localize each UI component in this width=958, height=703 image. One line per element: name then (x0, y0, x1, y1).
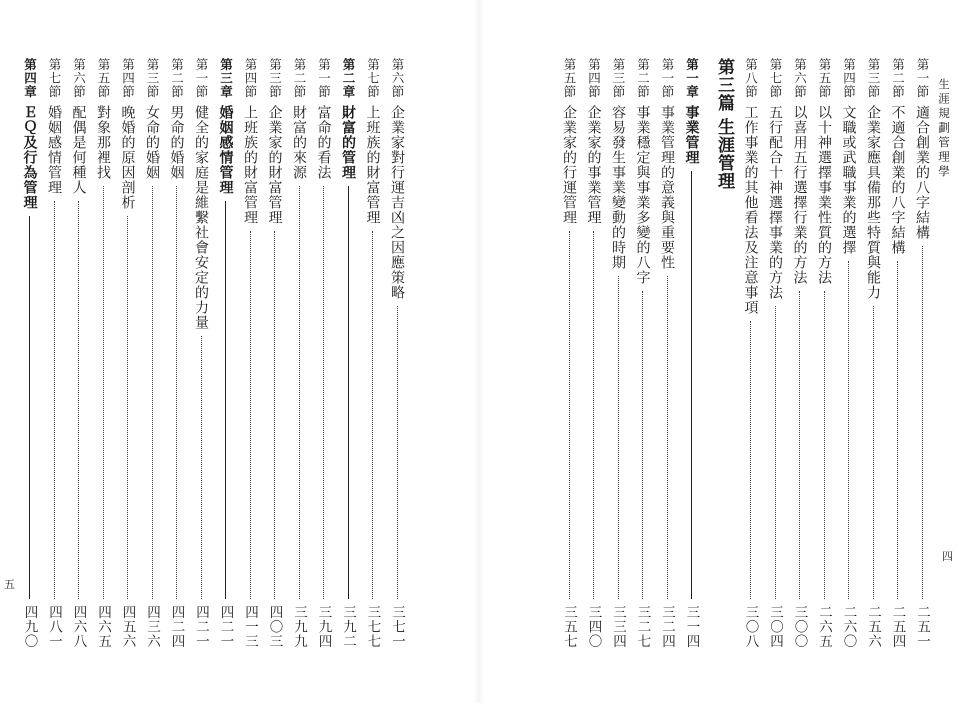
toc-entry-title: 富命的看法 (315, 104, 332, 180)
toc-entry-title: 婚姻感情管理 (217, 104, 234, 195)
toc-entry-title: 女命的婚姻 (144, 104, 160, 180)
toc-entry-title: 企業家的行運管理 (561, 104, 577, 225)
toc-leader (250, 231, 251, 599)
toc-page-number: 二五四 (889, 604, 906, 648)
toc-entry-title: 容易發生事業變動的時期 (610, 104, 626, 270)
toc-page-number: 二五一 (914, 604, 930, 648)
toc-entry-label: 第八節 (743, 58, 759, 99)
toc-entry-label: 第三節 (866, 58, 881, 99)
page-number-right: 四 (942, 550, 953, 563)
toc-leader (667, 276, 668, 599)
toc-entry-title: 配偶是何種人 (70, 104, 87, 195)
toc-entry-label: 第三章 (218, 58, 234, 99)
toc-leader (201, 336, 202, 599)
toc-entry-label: 第二節 (890, 58, 906, 99)
toc-page-number: 三〇四 (767, 604, 783, 648)
toc-entry-section (632, 58, 654, 648)
toc-entry-part (711, 58, 737, 648)
toc-page-number: 四二四 (168, 604, 185, 648)
toc-entry-label: 第一章 (684, 58, 700, 99)
toc-entry-title: 對象那裡找 (95, 104, 111, 180)
toc-page-number: 三五七 (561, 604, 577, 648)
toc-entry-section (117, 58, 139, 648)
toc-page-number: 四五六 (119, 604, 136, 648)
toc-page-number: 三二七 (634, 604, 651, 648)
book-gutter (474, 0, 484, 703)
toc-entry-title: 健全的家庭是維繫社會安定的力量 (193, 104, 209, 330)
toc-page-number: 四六八 (70, 604, 87, 648)
toc-entry-title: 事業穩定與事業多變的八字 (634, 104, 651, 285)
toc-entry-label: 第三篇 (714, 58, 734, 112)
toc-page-number: 二五六 (865, 604, 881, 648)
toc-entry-label: 第五節 (96, 58, 111, 99)
toc-entry-label: 第六節 (71, 58, 87, 99)
toc-entry-title: 男命的婚姻 (168, 104, 185, 180)
toc-leader (799, 291, 800, 599)
toc-leader (569, 231, 570, 599)
toc-entry-label: 第三節 (145, 58, 160, 99)
toc-entry-label: 第二節 (635, 58, 651, 99)
toc-entry-label: 第一節 (915, 58, 930, 99)
toc-entry-section (656, 58, 678, 648)
toc-entry-title: 企業家的財富管理 (266, 104, 283, 225)
toc-entry-chapter (215, 58, 237, 648)
toc-entry-chapter (337, 58, 359, 648)
toc-entry-section (583, 58, 605, 648)
toc-entry-title: 五行配合十神選擇事業的方法 (767, 104, 783, 300)
toc-entry-title: 企業家對行運吉凶之因應策略 (389, 104, 405, 300)
toc-entry-label: 第四節 (841, 58, 857, 99)
running-head: 生涯規劃管理學 (937, 78, 951, 180)
toc-entry-section (386, 58, 408, 648)
toc-entry-label: 第四節 (243, 58, 258, 99)
toc-entry-label: 第一節 (660, 58, 675, 99)
toc-leader (397, 306, 398, 599)
toc-leader (176, 186, 177, 599)
toc-page-number: 二六五 (816, 604, 832, 648)
toc-entry-label: 第一節 (194, 58, 209, 99)
toc-page-number: 四六五 (95, 604, 111, 648)
toc-page-number: 四九〇 (21, 604, 38, 648)
toc-page-number: 三一四 (683, 604, 700, 648)
toc-entry-title: 適合創業的八字結構 (914, 104, 930, 240)
toc-entry-title: 財富的來源 (291, 104, 307, 180)
toc-entry-label: 第七節 (365, 58, 381, 99)
toc-entry-section (166, 58, 188, 648)
toc-entry-section (838, 58, 860, 648)
toc-leader (323, 186, 324, 599)
toc-leader (618, 276, 619, 599)
toc-page-number: 三二四 (659, 604, 675, 648)
toc-entry-label: 第六節 (792, 58, 808, 99)
toc-entry-title: 工作事業的其他看法及注意事項 (742, 104, 759, 315)
toc-entry-title: 文職或武職事業的選擇 (840, 104, 857, 255)
toc-entry-section (43, 58, 65, 648)
toc-entry-title: 上班族的財富管理 (364, 104, 381, 225)
toc-entry-title: 生涯管理 (714, 118, 734, 190)
toc-entry-section (313, 58, 335, 648)
toc-leader (54, 201, 55, 599)
toc-entry-section (141, 58, 163, 648)
toc-leader (775, 306, 776, 599)
toc-entry-section (558, 58, 580, 648)
toc-entry-title: 不適合創業的八字結構 (889, 104, 906, 255)
toc-entry-label: 第二節 (169, 58, 185, 99)
toc-page-number: 四二一 (193, 604, 209, 648)
toc-leader (29, 216, 30, 599)
toc-leader (274, 231, 275, 599)
toc-entry-label: 第四節 (120, 58, 136, 99)
toc-leader (78, 201, 79, 599)
toc-entry-section (911, 58, 933, 648)
toc-page-number: 四二一 (217, 604, 234, 648)
toc-leader (127, 216, 128, 599)
toc-entry-chapter (19, 58, 41, 648)
toc-entry-title: ＥＱ及行為管理 (21, 104, 38, 210)
toc-entry-title: 事業管理 (683, 104, 700, 165)
toc-leader (691, 171, 692, 599)
toc-entry-section (789, 58, 811, 648)
toc-entry-label: 第四章 (22, 58, 38, 99)
toc-entry-label: 第二章 (341, 58, 356, 99)
toc-entry-title: 企業家應具備那些特質與能力 (865, 104, 881, 300)
toc-entry-section (362, 58, 384, 648)
toc-entry-label: 第四節 (586, 58, 602, 99)
toc-leader (642, 291, 643, 599)
toc-entry-label: 第三節 (267, 58, 283, 99)
toc-page-number: 三三四 (610, 604, 626, 648)
toc-page-number: 三七一 (389, 604, 405, 648)
right-page (479, 0, 958, 703)
toc-entry-title: 事業管理的意義與重要性 (659, 104, 675, 270)
toc-entry-section (92, 58, 114, 648)
toc-page-number: 三九九 (291, 604, 307, 648)
toc-page-number: 三四〇 (585, 604, 602, 648)
toc-entry-label: 第三節 (611, 58, 626, 99)
toc-entry-label: 第一節 (316, 58, 332, 99)
toc-entry-chapter (681, 58, 703, 648)
toc-entry-section (239, 58, 261, 648)
toc-entry-section (887, 58, 909, 648)
toc-entry-section (862, 58, 884, 648)
toc-entry-title: 以喜用五行選擇行業的方法 (791, 104, 808, 285)
toc-entry-section (764, 58, 786, 648)
toc-leader (152, 186, 153, 599)
toc-entry-title: 以十神選擇事業性質的方法 (816, 104, 832, 285)
toc-page-number: 三〇八 (742, 604, 759, 648)
toc-leader (225, 201, 226, 599)
toc-leader (750, 321, 751, 599)
toc-entry-section (264, 58, 286, 648)
toc-entry-section (813, 58, 835, 648)
toc-leader (848, 261, 849, 599)
toc-entry-section (68, 58, 90, 648)
toc-page-number: 三九二 (340, 604, 356, 648)
toc-page-number: 四〇三 (266, 604, 283, 648)
toc-page-number: 四三六 (144, 604, 160, 648)
toc-entry-title: 企業家的事業管理 (585, 104, 602, 225)
toc-entry-title: 上班族的財富管理 (242, 104, 258, 225)
toc-page-number: 三〇〇 (791, 604, 808, 648)
toc-page-number: 三七七 (364, 604, 381, 648)
toc-entry-label: 第二節 (292, 58, 307, 99)
toc-leader (103, 186, 104, 599)
toc-leader (873, 306, 874, 599)
toc-entry-title: 婚姻感情管理 (46, 104, 62, 195)
toc-entry-title: 財富的管理 (340, 104, 356, 180)
toc-entry-section (190, 58, 212, 648)
toc-entry-label: 第六節 (390, 58, 405, 99)
toc-entry-label: 第七節 (768, 58, 783, 99)
toc-entry-label: 第五節 (817, 58, 832, 99)
toc-entry-section (288, 58, 310, 648)
toc-entry-label: 第七節 (47, 58, 62, 99)
page-number-left: 五 (4, 578, 15, 591)
toc-page-number: 三九四 (315, 604, 332, 648)
toc-page-number: 四八一 (46, 604, 62, 648)
toc-leader (897, 261, 898, 599)
toc-entry-section (607, 58, 629, 648)
toc-entry-section (740, 58, 762, 648)
toc-page-number: 四一三 (242, 604, 258, 648)
toc-entry-label: 第五節 (562, 58, 577, 99)
toc-leader (372, 231, 373, 599)
toc-leader (593, 231, 594, 599)
toc-page-number: 二六〇 (840, 604, 857, 648)
toc-leader (348, 186, 349, 599)
toc-entry-title: 晚婚的原因剖析 (119, 104, 136, 210)
toc-leader (299, 186, 300, 599)
toc-leader (922, 246, 923, 599)
toc-leader (824, 291, 825, 599)
